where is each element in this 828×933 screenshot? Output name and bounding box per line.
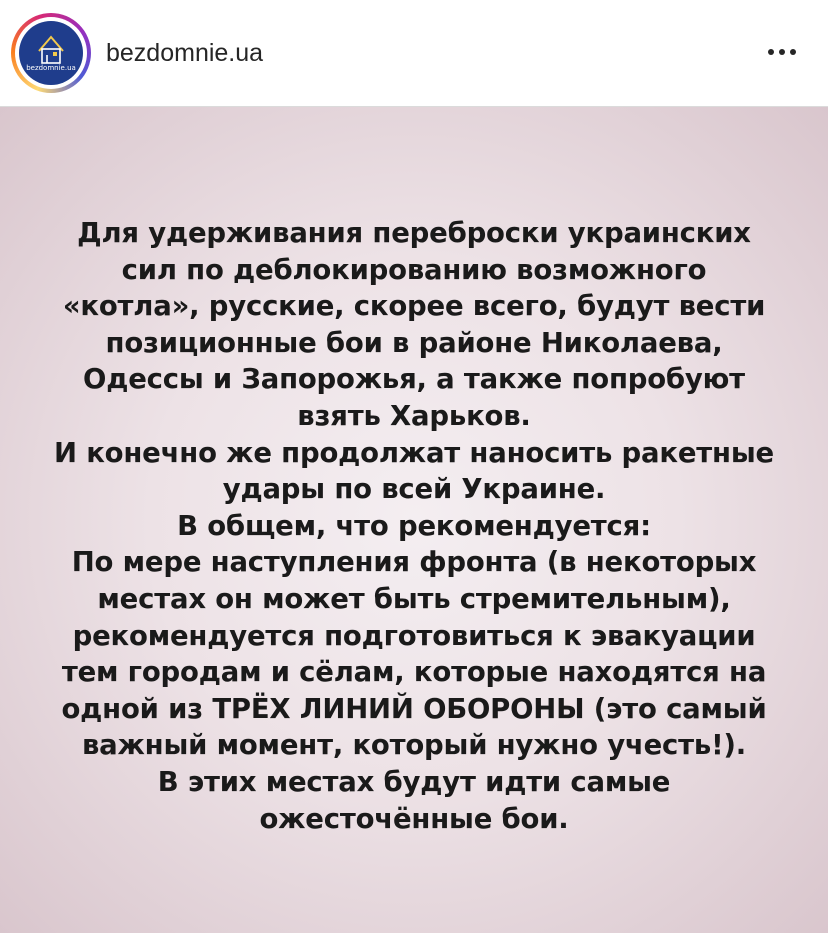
- post-text-line: удары по всей Украине.: [222, 473, 606, 506]
- post-image[interactable]: [0, 107, 828, 933]
- post-text-line: Одессы и Запорожья, а также попробуют: [83, 363, 745, 396]
- post-text-line: И конечно же продолжат наносить ракетные: [54, 436, 774, 469]
- post-text-line: одной из ТРЁХ ЛИНИЙ ОБОРОНЫ (это самый: [61, 692, 767, 725]
- post-text-line: В этих местах будут идти самые: [157, 765, 671, 798]
- post-header: [0, 0, 828, 107]
- more-horizontal-icon: [768, 49, 774, 55]
- post-text-line: ожесточённые бои.: [259, 802, 569, 835]
- post-text-line: По мере наступления фронта (в некоторых: [71, 546, 757, 579]
- post-text-line: позиционные бои в районе Николаева,: [105, 326, 723, 359]
- username-link[interactable]: bezdomnie.ua: [106, 39, 264, 67]
- house-logo-icon: [19, 21, 83, 85]
- post-text-line: рекомендуется подготовиться к эвакуации: [72, 619, 756, 652]
- avatar-border: [15, 17, 87, 89]
- avatar-label: bezdomnie.ua: [26, 64, 76, 72]
- post-text-line: тем городам и сёлам, которые находятся на: [61, 656, 767, 689]
- more-horizontal-icon: [779, 49, 785, 55]
- post-text-line: местах он может быть стремительным),: [97, 582, 731, 615]
- post-text-line: взять Харьков.: [297, 399, 531, 432]
- more-horizontal-icon: [790, 49, 796, 55]
- avatar[interactable]: [19, 21, 83, 85]
- post-text-line: сил по деблокированию возможного: [121, 253, 707, 286]
- post-text-line: Для удерживания переброски украинских: [77, 217, 751, 249]
- more-options-button[interactable]: [754, 34, 810, 70]
- post-text-line: В общем, что рекомендуется:: [177, 509, 651, 542]
- post-text-line: «котла», русские, скорее всего, будут вести: [62, 290, 766, 323]
- story-ring[interactable]: [11, 13, 91, 93]
- post-text: [30, 215, 798, 837]
- post-text-line: важный момент, который нужно учесть!).: [81, 729, 747, 762]
